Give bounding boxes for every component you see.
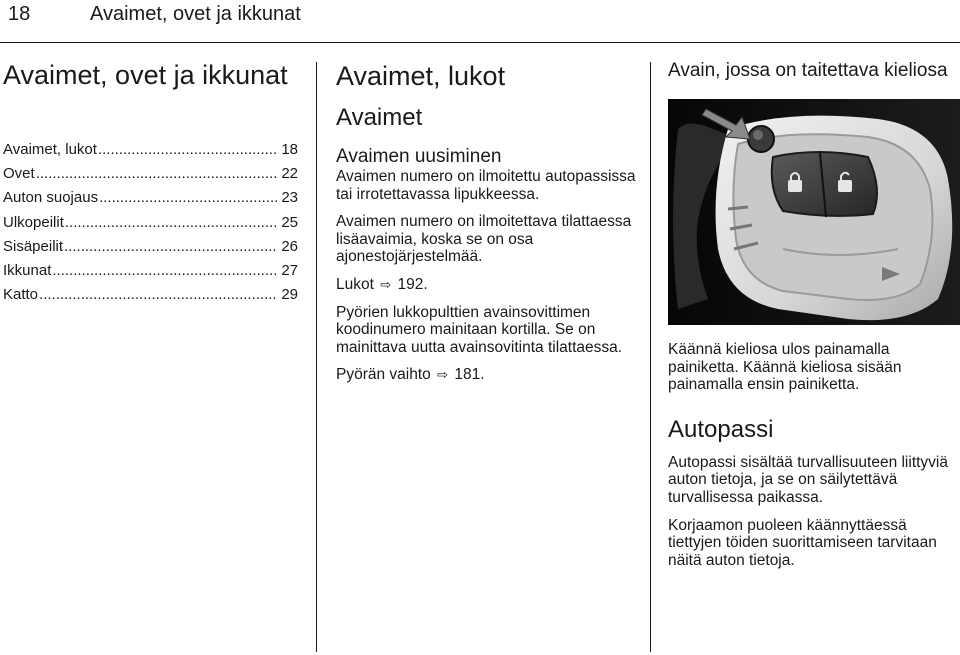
chapter-column [3, 60, 298, 310]
paragraph: Autopassi sisältää turvallisuuteen liittyviä auton tietoja, ja se on säilytettävä turvallisessa paikassa. [668, 453, 948, 506]
section-title: Avaimet, lukot [336, 61, 506, 91]
toc-entry-page: 18 [281, 141, 298, 158]
cross-reference [336, 366, 636, 384]
reference-label: Pyörän vaihto [336, 366, 431, 384]
toc-entry-title: Ovet [3, 165, 35, 183]
right-column [668, 60, 958, 569]
paragraph: Avaimen numero on ilmoitettava tilattaessa lisäavaimia, koska se on osa ajonestojärjestelmää. [336, 213, 632, 266]
paragraph: Avaimen numero on ilmoitettu autopassissa tai irrotettavassa lipukkeessa. [336, 168, 636, 203]
toc-entry[interactable] [3, 262, 298, 286]
subsubsection-title: Avaimen uusiminen [336, 146, 502, 167]
toc-entry-title: Katto [3, 286, 39, 304]
chapter-title: Avaimet, ovet ja ikkunat [3, 60, 288, 90]
reference-label: Lukot [336, 275, 374, 293]
toc-entry-title: Ikkunat [3, 261, 52, 279]
toc-leader [99, 189, 277, 206]
page-number: 18 [8, 3, 31, 25]
figure-title: Avain, jossa on taitettava kieliosa [668, 60, 948, 81]
toc-entry-title: Avaimet, lukot [3, 141, 97, 158]
toc-entry-title: Auton suojaus [3, 189, 99, 207]
toc-entry-page: 27 [281, 261, 298, 279]
toc-leader [39, 286, 277, 303]
toc-entry-page: 25 [281, 213, 298, 231]
running-title: Avaimet, ovet ja ikkunat [90, 3, 301, 25]
toc-leader [52, 262, 277, 279]
toc-entry[interactable] [3, 286, 298, 310]
toc-entry[interactable] [3, 141, 298, 165]
figure-caption: Käännä kieliosa ulos painamalla painiketta. Käännä kieliosa sisään painamalla ensin painiketta. [668, 341, 902, 394]
toc-leader [36, 165, 277, 182]
reference-page-link[interactable]: 181. [454, 366, 485, 384]
toc-entry[interactable] [3, 189, 298, 213]
table-of-contents [3, 141, 298, 310]
column-divider-right [650, 62, 651, 652]
subsection-title: Avaimet [336, 104, 423, 131]
reference-arrow-icon: ⇨ [380, 276, 392, 292]
keys-column [336, 60, 636, 384]
toc-entry-page: 23 [281, 189, 298, 207]
toc-entry-page: 22 [281, 165, 298, 183]
toc-entry[interactable] [3, 214, 298, 238]
toc-leader [65, 214, 277, 231]
toc-entry-title: Sisäpeilit [3, 237, 64, 255]
header-rule [0, 42, 960, 43]
reference-arrow-icon: ⇨ [437, 367, 449, 383]
toc-entry[interactable] [3, 165, 298, 189]
toc-entry-page: 29 [281, 286, 298, 304]
column-divider-left [316, 62, 317, 652]
page-header [0, 0, 960, 44]
cross-reference [336, 276, 636, 294]
paragraph: Korjaamon puoleen käännyttäessä tiettyjen töiden suorittamiseen tarvitaan näitä auton tietoja. [668, 516, 937, 569]
toc-entry[interactable] [3, 238, 298, 262]
autopassi-title: Autopassi [668, 415, 774, 443]
toc-entry-title: Ulkopeilit [3, 213, 64, 231]
toc-leader [98, 141, 277, 158]
toc-entry-page: 26 [281, 237, 298, 255]
paragraph: Pyörien lukkopulttien avainsovittimen koodinumero mainitaan kortilla. Se on mainittava uutta avainsovitinta tilattaessa. [336, 303, 623, 356]
toc-leader [64, 238, 277, 255]
key-fob-illustration [668, 99, 960, 325]
reference-page-link[interactable]: 192. [397, 275, 428, 293]
